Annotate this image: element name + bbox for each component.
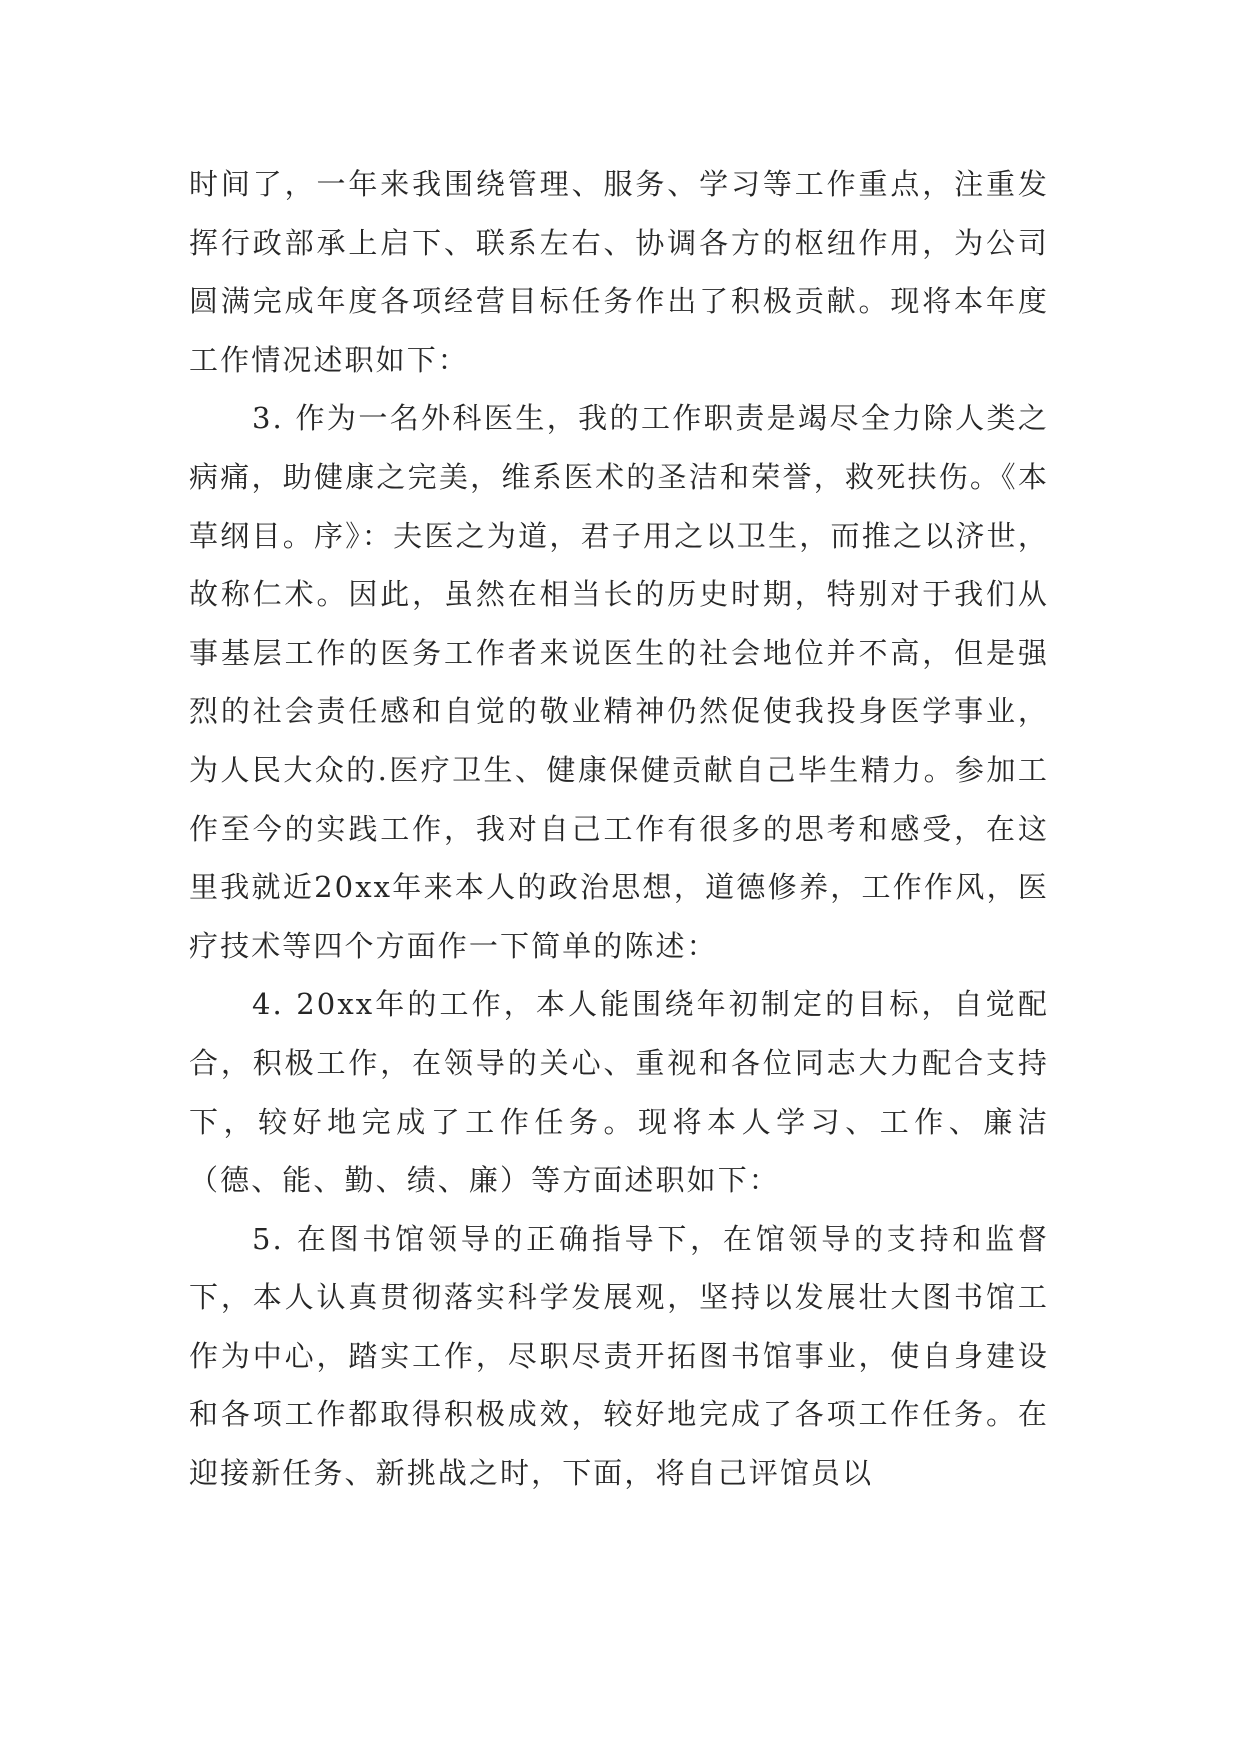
paragraph-item-5: 5. 在图书馆领导的正确指导下，在馆领导的支持和监督下，本人认真贯彻落实科学发展观，坚持以发展壮大图书馆工作为中心，踏实工作，尽职尽责开拓图书馆事业，使自身建设和各项工作都取得积极成效，较好地完成了各项工作任务。在迎接新任务、新挑战之时，下面，将自己评馆员以 xyxy=(189,1221,1049,1491)
paragraph-item-4: 4. 20xx年的工作，本人能围绕年初制定的目标，自觉配合，积极工作，在领导的关心、重视和各位同志大力配合支持下，较好地完成了工作任务。现将本人学习、工作、廉洁（德、能、勤、绩、廉）等方面述职如下： xyxy=(189,987,1049,1198)
paragraph-continuation: 时间了，一年来我围绕管理、服务、学习等工作重点，注重发挥行政部承上启下、联系左右、协调各方的枢纽作用，为公司圆满完成年度各项经营目标任务作出了积极贡献。现将本年度工作情况述职如下： xyxy=(189,167,1049,377)
paragraph-item-3: 3. 作为一名外科医生，我的工作职责是竭尽全力除人类之病痛，助健康之完美，维系医术的圣洁和荣誉，救死扶伤。《本草纲目。序》：夫医之为道，君子用之以卫生，而推之以济世，故称仁术。因此，虽然在相当长的历史时期，特别对于我们从事基层工作的医务工作者来说医生的社会地位并不高，但是强烈的社会责任感和自觉的敬业精神仍然促使我投身医学事业，为人民大众的.医疗卫生、健康保健贡献自己毕生精力。参加工作至今的实践工作，我对自己工作有很多的思考和感受，在这里我就近20xx年来本人的政治思想，道德修养，工作作风，医疗技术等四个方面作一下简单的陈述： xyxy=(189,401,1049,963)
document-body xyxy=(189,155,1049,1503)
